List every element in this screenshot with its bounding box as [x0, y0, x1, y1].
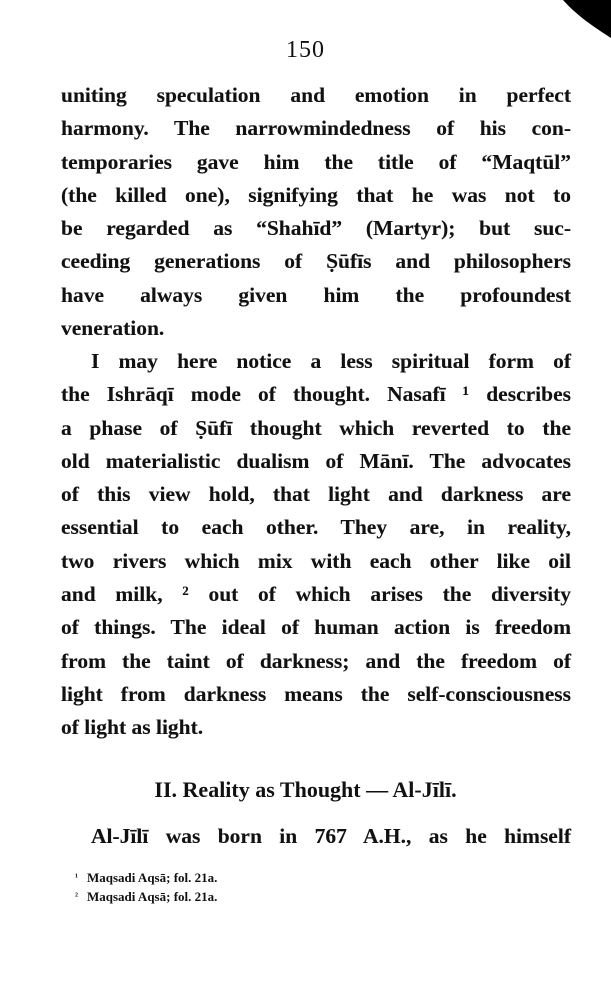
text-line: the Ishrāqī mode of thought. Nasafī ¹ describes	[61, 382, 571, 407]
footnote	[75, 887, 555, 906]
page-number: 150	[286, 37, 325, 63]
text-line: old materialistic dualism of Mānī. The advocates	[61, 448, 571, 473]
footnote	[75, 868, 555, 887]
text-line: temporaries gave him the title of “Maqtūl”	[61, 149, 571, 174]
text-line: of things. The ideal of human action is freedom	[61, 615, 571, 640]
text-line: veneration.	[61, 316, 165, 341]
text-line: harmony. The narrowmindedness of his con-	[61, 116, 571, 141]
text-line: essential to each other. They are, in reality,	[61, 515, 571, 540]
text-line: a phase of Ṣūfī thought which reverted to the	[61, 415, 571, 440]
footnotes	[75, 868, 555, 906]
page-corner-mark	[551, 0, 611, 38]
footnote-marker: ¹	[75, 872, 78, 883]
paragraph-two	[61, 345, 571, 745]
text-line: two rivers which mix with each other like oil	[61, 548, 571, 573]
text-line: have always given him the profoundest	[61, 282, 571, 307]
text-line: uniting speculation and emotion in perfect	[61, 83, 571, 107]
text-line: light from darkness means the self-consciousness	[61, 681, 571, 706]
text-line: I may here notice a less spiritual form of	[91, 349, 571, 373]
text-line: be regarded as “Shahīd” (Martyr); but suc-	[61, 216, 571, 241]
text-line: ceeding generations of Ṣūfīs and philosophers	[61, 249, 571, 274]
text-line: from the taint of darkness; and the freedom of	[61, 648, 571, 673]
text-line: (the killed one), signifying that he was not to	[61, 182, 571, 207]
text-line: Al-Jīlī was born in 767 A.H., as he himself	[91, 824, 571, 848]
section-heading: II. Reality as Thought — Al-Jīlī.	[154, 777, 457, 802]
footnote-marker: ²	[75, 891, 78, 902]
paragraph-one	[61, 79, 571, 345]
paragraph-three	[61, 820, 571, 853]
text-line: of this view hold, that light and darkness are	[61, 482, 571, 507]
footnote-text: Maqsadi Aqsā; fol. 21a.	[87, 870, 218, 885]
footnote-text: Maqsadi Aqsā; fol. 21a.	[87, 889, 218, 904]
text-line: and milk, ² out of which arises the diversity	[61, 582, 571, 607]
text-line: of light as light.	[61, 715, 204, 740]
